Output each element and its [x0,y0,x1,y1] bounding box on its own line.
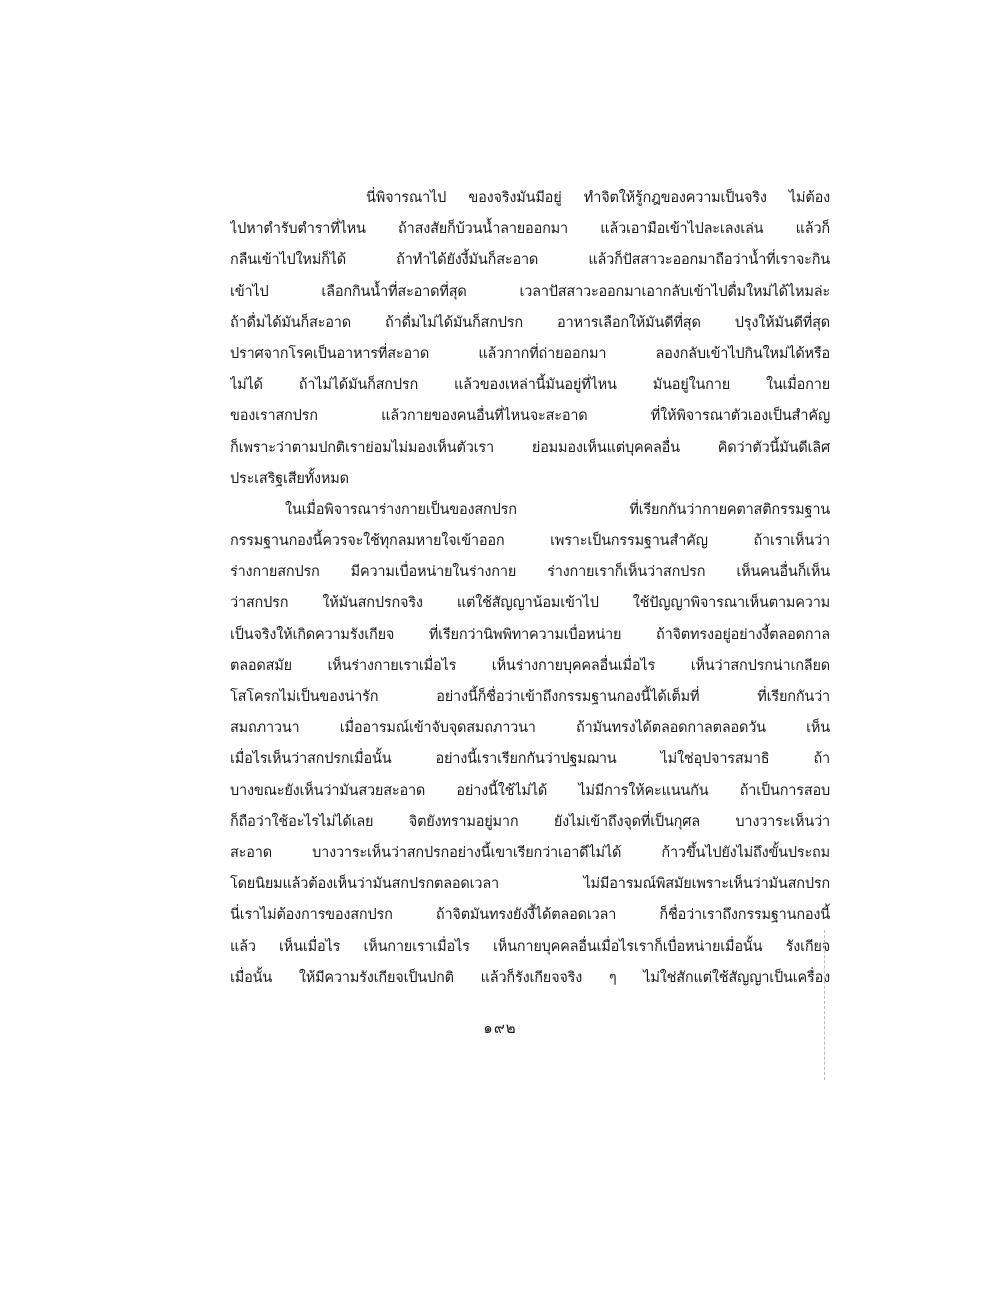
paragraph-2-line: ร่างกายสกปรก มีความเบื่อหน่ายในร่างกาย ร่างกายเราก็เห็นว่าสกปรก เห็นคนอื่นก็เห็น [230,564,830,581]
paragraph-2-line: โดยนิยมแล้วต้องเห็นว่ามันสกปรกตลอดเวลา ไม่มีอารมณ์พิสมัยเพราะเห็นว่ามันสกปรก [230,876,830,893]
paragraph-2-line: สะอาด บางวาระเห็นว่าสกปรกอย่างนี้เขาเรียกว่าเอาดีไม่ได้ ก้าวขึ้นไปยังไม่ถึงขั้นประถม [230,844,830,861]
body-text [230,183,830,994]
paragraph-1-line: ปราศจากโรคเป็นอาหารที่สะอาด แล้วกากที่ถ่ายออกมา ลองกลับเข้าไปกินใหม่ได้หรือ [230,345,830,362]
paragraph-1-line: ถ้าดื่มได้มันก็สะอาด ถ้าดื่มไม่ได้มันก็สกปรก อาหารเลือกให้มันดีที่สุด ปรุงให้มันดีที่สุด [230,314,830,331]
paragraph-2-line: เป็นจริงให้เกิดความรังเกียจ ที่เรียกว่านิพพิทาความเบื่อหน่าย ถ้าจิตทรงอยู่อย่างงี้ตลอดกาล [230,626,830,643]
paragraph-1-line: ประเสริฐเสียทั้งหมด [230,470,349,487]
paragraph-1-line: ไปหาตำรับตำราที่ไหน ถ้าสงสัยก็บ้วนน้ำลายออกมา แล้วเอามือเข้าไปละเลงเล่น แล้วก็ [230,221,830,238]
paragraph-2-line: ตลอดสมัย เห็นร่างกายเราเมื่อไร เห็นร่างกายบุคคลอื่นเมื่อไร เห็นว่าสกปรกน่าเกลียด [230,657,830,674]
paragraph-2-line: โสโครกไม่เป็นของน่ารัก อย่างนี้ก็ชื่อว่าเข้าถึงกรรมฐานกองนี้ได้เต็มที่ ที่เรียกกันว่า [230,689,830,705]
paragraph-1-line: ก็เพราะว่าตามปกติเราย่อมไม่มองเห็นตัวเรา ย่อมมองเห็นแต่บุคคลอื่น คิดว่าตัวนี้มันดีเลิศ [230,439,830,456]
paragraph-1-line: ของเราสกปรก แล้วกายของคนอื่นที่ไหนจะสะอาด ที่ให้พิจารณาตัวเองเป็นสำคัญ [230,408,830,425]
paragraph-1-line: ไม่ได้ ถ้าไม่ได้มันก็สกปรก แล้วของเหล่านี้มันอยู่ที่ไหน มันอยู่ในกาย ในเมื่อกาย [230,377,830,394]
paragraph-1-line: กลืนเข้าไปใหม่ก็ได้ ถ้าทำได้ยังงี้มันก็สะอาด แล้วก็ปัสสาวะออกมาถือว่าน้ำที่เราจะกิน [230,252,830,269]
paragraph-2-line: สมถภาวนา เมื่ออารมณ์เข้าจับจุดสมถภาวนา ถ้ามันทรงได้ตลอดกาลตลอดวัน เห็น [230,720,830,737]
paragraph-2-line: บางขณะยังเห็นว่ามันสวยสะอาด อย่างนี้ใช้ไม่ได้ ไม่มีการให้คะแนนกัน ถ้าเป็นการสอบ [230,782,830,799]
paragraph-2-line: เมื่อไรเห็นว่าสกปรกเมื่อนั้น อย่างนี้เราเรียกกันว่าปฐมฌาน ไม่ใช่อุปจารสมาธิ ถ้า [230,751,830,768]
paragraph-2-line: กรรมฐานกองนี้ควรจะใช้ทุกลมหายใจเข้าออก เพราะเป็นกรรมฐานสำคัญ ถ้าเราเห็นว่า [230,533,830,550]
paragraph-2-line: ว่าสกปรก ให้มันสกปรกจริง แต่ใช้สัญญาน้อมเข้าไป ใช้ปัญญาพิจารณาเห็นตามความ [230,595,830,612]
paragraph-2-line: ก็ถือว่าใช้อะไรไม่ได้เลย จิตยังทรามอยู่มาก ยังไม่เข้าถึงจุดที่เป็นกุศล บางวาระเห็นว่า [230,813,830,830]
paragraph-2-line: เมื่อนั้น ให้มีความรังเกียจเป็นปกติ แล้วก็รังเกียจจริง ๆ ไม่ใช่สักแต่ใช้สัญญาเป็นเครื่อง [230,969,830,986]
paragraph-1-line: เข้าไป เลือกกินน้ำที่สะอาดที่สุด เวลาปัสสาวะออกมาเอากลับเข้าไปดื่มใหม่ได้ไหมล่ะ [230,283,830,300]
page-number: ๑๙๒ [483,1019,517,1037]
paragraph-1-line: นี่พิจารณาไป ของจริงมันมีอยู่ ทำจิตให้รู้กฎของความเป็นจริง ไม่ต้อง [366,190,830,206]
paragraph-2-line: นี่เราไม่ต้องการของสกปรก ถ้าจิตมันทรงยังงี้ได้ตลอดเวลา ก็ชื่อว่าเราถึงกรรมฐานกองนี้ [230,907,830,924]
paragraph-2-line: ในเมื่อพิจารณาร่างกายเป็นของสกปรก ที่เรียกกันว่ากายคตาสติกรรมฐาน [285,501,830,518]
scan-edge-rule [824,930,825,1080]
paragraph-2-line: แล้ว เห็นเมื่อไร เห็นกายเราเมื่อไร เห็นกายบุคคลอื่นเมื่อไรเราก็เบื่อหน่ายเมื่อนั้น รังเกียจ [230,938,830,955]
